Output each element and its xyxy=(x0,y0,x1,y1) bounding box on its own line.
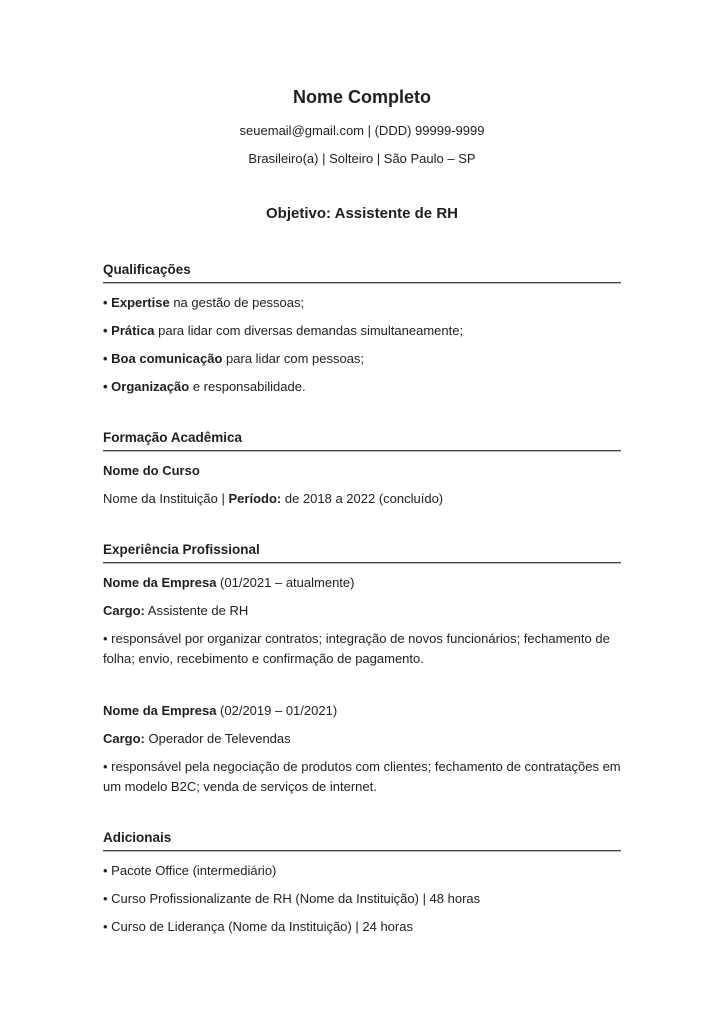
qualification-lead: • Prática xyxy=(103,323,155,338)
institution-line xyxy=(103,489,621,509)
period-label: Período: xyxy=(228,491,282,506)
section-experience xyxy=(103,541,621,797)
section-additionals xyxy=(103,829,621,937)
job-dates: (01/2021 – atualmente) xyxy=(216,575,355,590)
job-company-line xyxy=(103,573,621,593)
role-label: Cargo: xyxy=(103,731,145,746)
section-title-experience: Experiência Profissional xyxy=(103,541,621,563)
objective-title: Objetivo: Assistente de RH xyxy=(266,205,458,222)
course-name: Nome do Curso xyxy=(103,463,200,478)
job-company-line xyxy=(103,701,621,721)
company-name: Nome da Empresa xyxy=(103,575,217,590)
section-title-qualifications: Qualificações xyxy=(103,261,621,283)
qualification-item xyxy=(103,293,621,313)
additional-item: • Curso de Liderança (Nome da Instituição) | 24 horas xyxy=(103,919,413,934)
job-entry xyxy=(103,573,621,669)
qualification-rest: e responsabilidade. xyxy=(189,379,306,394)
section-title-education: Formação Acadêmica xyxy=(103,429,621,451)
job-description: • responsável pela negociação de produtos com clientes; fechamento de contratações em um modelo B2C; venda de serviços de internet. xyxy=(103,759,621,794)
job-role-line xyxy=(103,729,621,749)
role-value: Operador de Televendas xyxy=(144,731,291,746)
qualification-item xyxy=(103,349,621,369)
resume-name: Nome Completo xyxy=(292,87,431,107)
section-qualifications xyxy=(103,261,621,397)
qualification-rest: para lidar com pessoas; xyxy=(222,351,365,366)
qualification-rest: na gestão de pessoas; xyxy=(169,295,305,310)
job-role-line xyxy=(103,601,621,621)
job-description: • responsável por organizar contratos; integração de novos funcionários; fechamento de folha; envio, recebimento e confirmação de pagamento. xyxy=(103,631,610,666)
qualification-lead: • Organização xyxy=(103,379,190,394)
qualification-item xyxy=(103,321,621,341)
qualification-item xyxy=(103,377,621,397)
institution-name: Nome da Instituição | xyxy=(103,491,229,506)
qualification-lead: • Boa comunicação xyxy=(103,351,223,366)
role-label: Cargo: xyxy=(103,603,145,618)
personal-info-line: Brasileiro(a) | Solteiro | São Paulo – SP xyxy=(248,151,476,166)
job-entry xyxy=(103,701,621,797)
section-education xyxy=(103,429,621,509)
qualification-lead: • Expertise xyxy=(103,295,170,310)
period-value: de 2018 a 2022 (concluído) xyxy=(281,491,444,506)
additional-item: • Curso Profissionalizante de RH (Nome da Instituição) | 48 horas xyxy=(103,891,481,906)
role-value: Assistente de RH xyxy=(144,603,249,618)
section-title-additionals: Adicionais xyxy=(103,829,621,851)
company-name: Nome da Empresa xyxy=(103,703,217,718)
qualification-rest: para lidar com diversas demandas simultaneamente; xyxy=(154,323,464,338)
contact-line: seuemail@gmail.com | (DDD) 99999-9999 xyxy=(239,123,485,138)
job-dates: (02/2019 – 01/2021) xyxy=(216,703,338,718)
additional-item: • Pacote Office (intermediário) xyxy=(103,863,277,878)
